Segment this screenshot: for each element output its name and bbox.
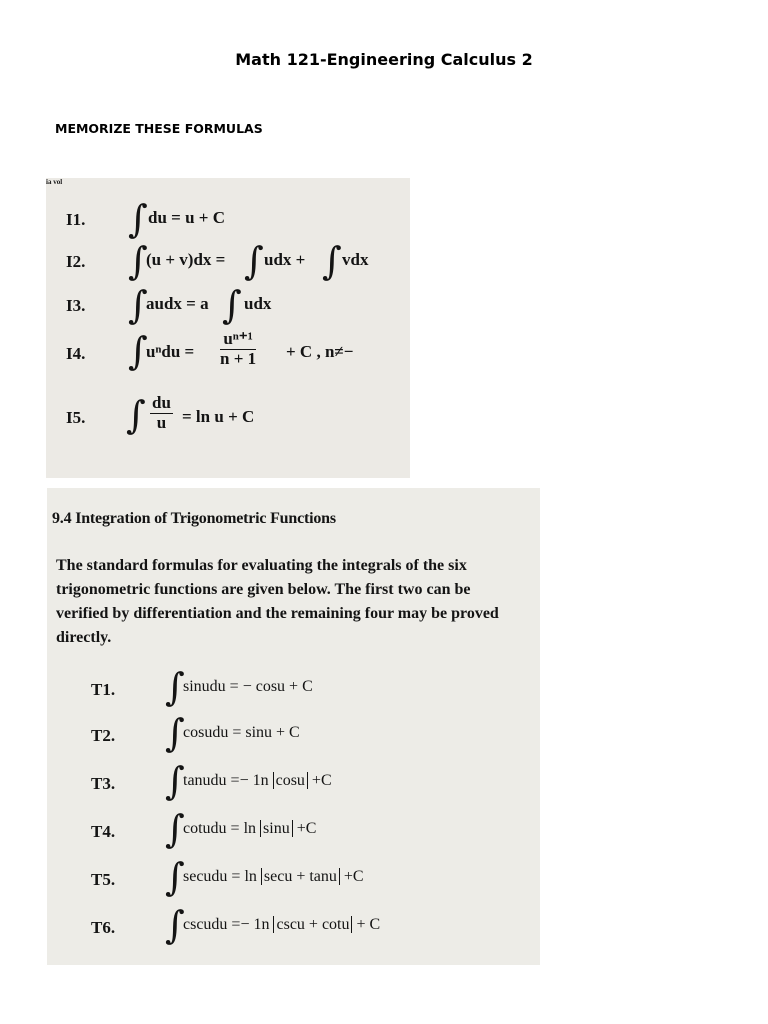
absolute-value: sinu [260,820,293,837]
section-heading: 9.4 Integration of Trigonometric Functions [52,510,336,527]
formula-text: cotudu = ln [183,820,257,837]
formula-expression: vdx [342,250,369,269]
formula-label: T2. [91,726,116,745]
section-paragraph: The standard formulas for evaluating the integrals of the six trigonometric functions are given below. The first two can be verified by differentiation and the remaining four may be proved directly. [56,557,499,646]
formula-expression: audx = a [146,294,209,313]
integral-sign-icon: ∫ [165,711,185,755]
absolute-value: secu + tanu [261,868,340,885]
formula-label: T3. [91,774,116,793]
formula-expression [183,820,316,838]
integral-sign-icon: ∫ [128,197,148,241]
page-subtitle: MEMORIZE THESE FORMULAS [55,121,263,136]
formula-text: tanudu =− 1n [183,772,269,789]
fraction-numerator: uⁿ⁺¹ [220,330,256,350]
formula-text: + C [356,916,381,933]
formula-expression: du = u + C [148,208,226,227]
formula-label: I1. [66,210,86,229]
integral-sign-icon: ∫ [128,283,148,327]
integral-sign-icon: ∫ [165,665,185,709]
integral-sign-icon: ∫ [244,239,264,283]
absolute-value: cscu + cotu [273,916,352,933]
formula-text: +C [343,868,364,885]
formula-label: I5. [66,408,86,427]
fraction-denominator: u [156,412,167,432]
integral-sign-icon: ∫ [165,855,185,899]
formula-label: T5. [91,870,116,889]
formula-text: +C [311,772,332,789]
integral-sign-icon: ∫ [128,239,148,283]
formula-label: T4. [91,822,116,841]
formula-expression: cosudu = sinu + C [183,724,300,741]
formula-expression: + C , n≠− [286,342,354,361]
formula-expression: uⁿdu = [146,342,195,361]
formula-fraction [146,394,177,432]
formula-fraction [216,330,260,368]
formula-expression: (u + v)dx = [146,250,226,269]
formula-expression: udx + [264,250,306,269]
trig-formulas-scan [47,488,540,965]
formula-label: I2. [66,252,86,271]
fraction-denominator: n + 1 [220,348,257,368]
formula-text: secudu = ln [183,868,257,885]
formula-text: cscudu =− 1n [183,916,270,933]
formula-label: I3. [66,296,86,315]
formula-label: T1. [91,680,116,699]
integral-sign-icon: ∫ [165,903,185,947]
integral-sign-icon: ∫ [165,807,185,851]
fraction-numerator: du [152,393,171,412]
absolute-value: cosu [273,772,308,789]
integral-sign-icon: ∫ [126,393,146,437]
integral-sign-icon: ∫ [222,283,242,327]
formula-expression [183,916,380,934]
formula-expression: = ln u + C [182,407,255,426]
basic-formulas-scan [46,178,410,478]
page-title: Math 121-Engineering Calculus 2 [235,50,533,69]
integral-sign-icon: ∫ [322,239,342,283]
formula-expression: udx [244,294,272,313]
formula-text: +C [296,820,317,837]
formula-expression [183,868,364,886]
corner-scan-text: ia vol [46,178,63,186]
integral-sign-icon: ∫ [165,759,185,803]
formula-expression: sinudu = − cosu + C [183,678,313,695]
formula-label: T6. [91,918,116,937]
formula-expression [183,772,332,790]
formula-label: I4. [66,344,86,363]
integral-sign-icon: ∫ [128,329,148,373]
